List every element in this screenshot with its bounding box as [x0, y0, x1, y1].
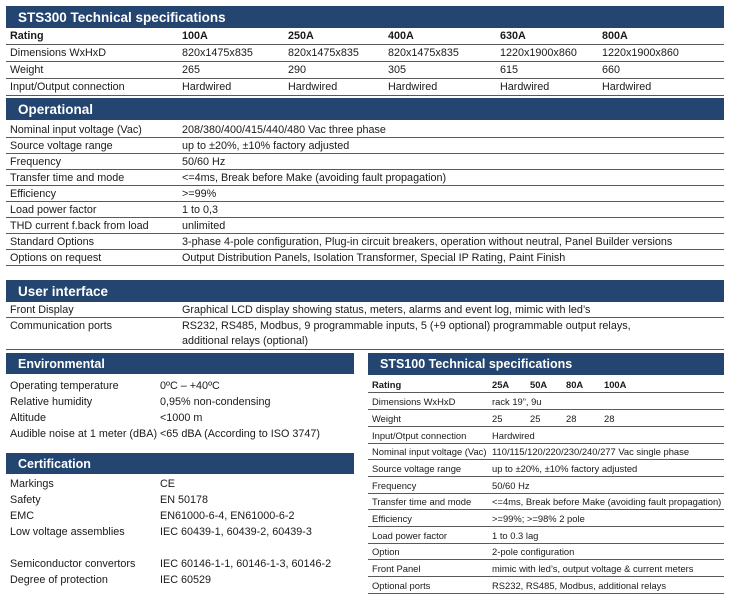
- row-value: 615: [500, 64, 519, 76]
- row-value: 1 to 0.3 lag: [492, 529, 539, 541]
- operational-row: [6, 250, 724, 266]
- row-value: EN 50178: [160, 494, 209, 506]
- row-label: Relative humidity: [10, 396, 93, 408]
- row-value: 290: [288, 64, 307, 76]
- row-value: unlimited: [182, 219, 226, 232]
- row-value: 1 to 0,3: [182, 203, 219, 216]
- sts100-row: [368, 460, 724, 477]
- rating-100a: 100A: [604, 379, 627, 390]
- row-value: 25: [492, 412, 503, 424]
- sts100-row: [368, 494, 724, 510]
- certification-row: [6, 524, 354, 540]
- sts100-row: [368, 544, 724, 560]
- row-value: CE: [160, 478, 175, 490]
- rating-50a: 50A: [530, 379, 548, 390]
- row-label: Operating temperature: [10, 380, 119, 392]
- row-value-continued: additional relays (optional): [182, 335, 309, 347]
- front-display-row: [6, 302, 724, 318]
- row-value: up to ±20%, ±10% factory adjusted: [182, 139, 350, 152]
- row-label: Transfer time and mode: [10, 171, 125, 184]
- row-value: up to ±20%, ±10% factory adjusted: [492, 462, 638, 474]
- row-label: Transfer time and mode: [372, 496, 472, 507]
- row-value: >=99%: [182, 187, 217, 200]
- row-label: Degree of protection: [10, 574, 108, 586]
- certification-row: [6, 492, 354, 508]
- row-value: 3-phase 4-pole configuration, Plug-in circuit breakers, operation without neutral, Panel Builder versions: [182, 235, 673, 248]
- row-value: Hardwired: [492, 429, 535, 441]
- sts300-row-dimensions: [6, 45, 724, 62]
- operational-row: [6, 122, 724, 138]
- row-label: THD current f.back from load: [10, 219, 149, 232]
- certification-row: [6, 508, 354, 524]
- row-value: mimic with led’s, output voltage & current meters: [492, 562, 694, 574]
- row-label: Semiconductor convertors: [10, 558, 136, 570]
- row-label: Source voltage range: [10, 139, 113, 152]
- row-label: Communication ports: [10, 320, 113, 332]
- sts300-title: STS300 Technical specifications: [6, 6, 724, 28]
- row-value: 1220x1900x860: [602, 47, 679, 59]
- row-value: IEC 60439-1, 60439-2, 60439-3: [160, 526, 312, 538]
- row-value: 820x1475x835: [388, 47, 459, 59]
- sts100-row: [368, 444, 724, 460]
- sts300-header-row: [6, 28, 724, 45]
- row-value: 0,95% non-condensing: [160, 396, 271, 408]
- row-value: 820x1475x835: [182, 47, 253, 59]
- sts100-title: STS100 Technical specifications: [368, 353, 724, 375]
- environmental-row: [6, 394, 354, 410]
- row-label: Option: [372, 546, 400, 557]
- row-label: Optional ports: [372, 579, 431, 591]
- row-label: Input/Otput connection: [372, 429, 467, 441]
- communication-ports-row: [6, 318, 724, 350]
- row-label: Dimensions WxHxD: [372, 395, 456, 407]
- environmental-row: [6, 426, 354, 442]
- sts300-row-weight: [6, 62, 724, 79]
- row-value: 50/60 Hz: [492, 479, 530, 491]
- rating-800a: 800A: [602, 30, 628, 42]
- row-value: 25: [530, 412, 541, 424]
- row-value: Hardwired: [500, 81, 550, 93]
- row-value: 1220x1900x860: [500, 47, 577, 59]
- row-label: EMC: [10, 510, 34, 522]
- row-value: 28: [566, 412, 577, 424]
- row-label: Weight: [372, 412, 402, 424]
- row-value: RS232, RS485, Modbus, 9 programmable inputs, 5 (+9 optional) programmable output relays,: [182, 320, 631, 332]
- rating-400a: 400A: [388, 30, 414, 42]
- row-value: 208/380/400/415/440/480 Vac three phase: [182, 123, 386, 136]
- row-value: Output Distribution Panels, Isolation Transformer, Special IP Rating, Paint Finish: [182, 251, 566, 264]
- row-value: IEC 60529: [160, 574, 212, 586]
- operational-row: [6, 170, 724, 186]
- sts100-row: [368, 577, 724, 594]
- row-value: 50/60 Hz: [182, 155, 226, 168]
- row-value: IEC 60146-1-1, 60146-1-3, 60146-2: [160, 558, 332, 570]
- sts300-row-io-connection: [6, 79, 724, 96]
- row-label: Nominal input voltage (Vac): [372, 446, 487, 457]
- row-value: 0ºC – +40ºC: [160, 380, 220, 392]
- row-value: <=4ms, Break before Make (avoiding fault propagation): [182, 171, 447, 184]
- row-label: Input/Output connection: [10, 81, 125, 93]
- rating-label: Rating: [10, 30, 44, 42]
- rating-250a: 250A: [288, 30, 314, 42]
- environmental-row: [6, 378, 354, 394]
- row-value: 660: [602, 64, 621, 76]
- row-label: Front Display: [10, 303, 74, 316]
- operational-row: [6, 154, 724, 170]
- row-label: Frequency: [372, 479, 417, 491]
- row-label: Altitude: [10, 412, 47, 424]
- operational-title: Operational: [6, 98, 724, 120]
- row-label: Low voltage assemblies: [10, 526, 125, 538]
- row-value: rack 19”, 9u: [492, 395, 542, 407]
- row-label: Source voltage range: [372, 462, 462, 474]
- row-value: 28: [604, 412, 615, 424]
- operational-row: [6, 202, 724, 218]
- row-label: Dimensions WxHxD: [10, 47, 106, 59]
- sts100-row: [368, 477, 724, 494]
- row-label: Efficiency: [372, 512, 412, 524]
- operational-row: [6, 218, 724, 234]
- rating-630a: 630A: [500, 30, 526, 42]
- row-value: <65 dBA (According to ISO 3747): [160, 428, 320, 440]
- operational-row: [6, 234, 724, 250]
- row-label: Nominal input voltage (Vac): [10, 123, 142, 136]
- row-value: Hardwired: [288, 81, 338, 93]
- certification-row: [6, 476, 354, 492]
- rating-80a: 80A: [566, 379, 584, 390]
- sts100-header-row: [368, 377, 724, 393]
- row-value: Hardwired: [602, 81, 652, 93]
- row-label: Weight: [10, 64, 44, 76]
- row-value: 305: [388, 64, 407, 76]
- environmental-row: [6, 410, 354, 426]
- certification-row: [6, 572, 354, 588]
- row-label: Safety: [10, 494, 41, 506]
- row-label: Markings: [10, 478, 54, 490]
- row-value: Hardwired: [388, 81, 438, 93]
- certification-title: Certification: [6, 453, 354, 474]
- sts100-row-dimensions: [368, 393, 724, 410]
- row-label: Options on request: [10, 251, 102, 264]
- row-value: 265: [182, 64, 201, 76]
- row-value: RS232, RS485, Modbus, additional relays: [492, 579, 667, 591]
- row-value: <=4ms, Break before Make (avoiding fault propagation): [492, 496, 722, 507]
- certification-row: [6, 556, 354, 572]
- row-value: 820x1475x835: [288, 47, 359, 59]
- row-value: 2-pole configuration: [492, 546, 575, 557]
- row-value: 110/115/120/220/230/240/277 Vac single phase: [492, 446, 690, 457]
- row-value: <1000 m: [160, 412, 203, 424]
- row-label: Efficiency: [10, 187, 57, 200]
- row-label: Front Panel: [372, 562, 421, 574]
- environmental-title: Environmental: [6, 353, 354, 374]
- row-value: EN61000-6-4, EN61000-6-2: [160, 510, 295, 522]
- sts100-row: [368, 527, 724, 544]
- row-label: Load power factor: [372, 529, 448, 541]
- sts100-row-weight: [368, 410, 724, 427]
- row-label: Frequency: [10, 155, 62, 168]
- sts100-row: [368, 560, 724, 577]
- sts100-row: [368, 510, 724, 527]
- row-label: Load power factor: [10, 203, 97, 216]
- rating-25a: 25A: [492, 379, 510, 390]
- row-value: Hardwired: [182, 81, 232, 93]
- row-label: Standard Options: [10, 235, 95, 248]
- rating-100a: 100A: [182, 30, 208, 42]
- user-interface-title: User interface: [6, 280, 724, 302]
- row-label: Audible noise at 1 meter (dBA): [10, 428, 158, 440]
- rating-label: Rating: [372, 379, 402, 390]
- row-value: Graphical LCD display showing status, meters, alarms and event log, mimic with led’s: [182, 303, 591, 316]
- operational-row: [6, 186, 724, 202]
- sts100-row: [368, 427, 724, 444]
- operational-row: [6, 138, 724, 154]
- row-value: >=99%; >=98% 2 pole: [492, 512, 585, 524]
